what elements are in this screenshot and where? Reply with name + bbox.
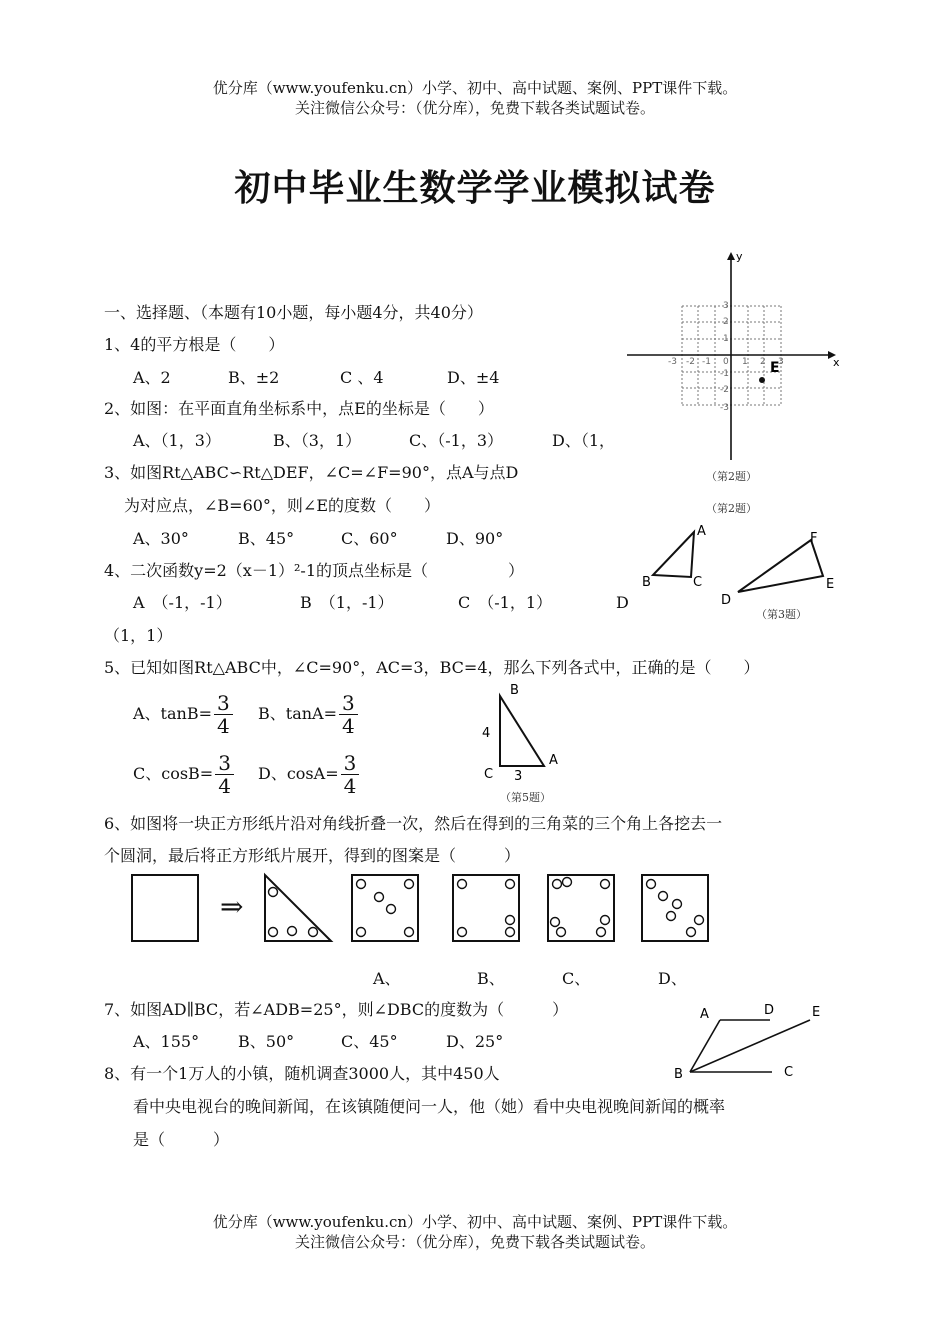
fig3-triangles (636, 520, 846, 620)
q6-folded-triangle (264, 874, 334, 944)
q1-option-a: A、2 (133, 368, 171, 387)
fig2-tick-y: -2 (720, 385, 729, 395)
fig2-tick-x: 0 (723, 357, 729, 367)
fig3-label-a: A (697, 524, 706, 539)
q3-stem-line-2: 为对应点，∠B=60°，则∠E的度数（ ） (124, 496, 441, 515)
q5-stem: 5、已知如图Rt△ABC中，∠C=90°，AC=3，BC=4，那么下列各式中，正确的是（ ） (104, 658, 760, 677)
q4-option-a: A （-1，-1） (133, 593, 232, 612)
fig2-coordinate-plane (622, 250, 842, 470)
q7-option-c: C、45° (341, 1032, 398, 1051)
q2-option-c: C、（-1，3） (409, 431, 504, 450)
q3-option-d: D、90° (446, 529, 504, 548)
fig5-caption: （第5题） (500, 791, 551, 804)
q6-option-a-figure (351, 874, 421, 944)
fig5-label-a: A (549, 753, 558, 768)
fig2-caption-repeat: （第2题） (706, 502, 757, 515)
fig2-point-e-label: E (770, 360, 780, 376)
q6-option-b: B、 (477, 969, 505, 988)
q4-option-d-value: （1，1） (104, 626, 173, 645)
q2-option-d: D、（1， (552, 431, 616, 450)
fig2-point-e (759, 377, 765, 383)
q7-option-d: D、25° (446, 1032, 504, 1051)
q1-stem: 1、4的平方根是（ ） (104, 335, 285, 354)
fig2-tick-x: -3 (668, 357, 677, 367)
footer-line-2: 关注微信公众号：（优分库），免费下载各类试题试卷。 (294, 1233, 655, 1251)
q4-option-c: C （-1，1） (458, 593, 553, 612)
q3-option-b: B、45° (238, 529, 295, 548)
fig2-tick-x: -1 (702, 357, 711, 367)
q7-option-b: B、50° (238, 1032, 295, 1051)
q6-arrow: ⇒ (220, 890, 244, 923)
fig2-tick-x: -2 (686, 357, 695, 367)
q4-option-b: B （1，-1） (300, 593, 394, 612)
fig2-tick-x: 3 (778, 357, 784, 367)
q5-option-a: A、tanB= $\frac{3}{4}$ (133, 692, 233, 737)
q6-square (131, 874, 201, 944)
page-title: 初中毕业生数学学业模拟试卷 (234, 167, 716, 209)
q6-option-b-figure (452, 874, 522, 944)
q1-option-d: D、±4 (447, 368, 500, 387)
q3-option-a: A、30° (133, 529, 189, 548)
q5-option-d: D、cosA= $\frac{3}{4}$ (258, 752, 359, 797)
q1-option-c: C 、4 (340, 368, 384, 387)
q5-option-b: B、tanA= $\frac{3}{4}$ (258, 692, 358, 737)
fig2-tick-y: 2 (723, 317, 729, 327)
q8-stem-line-3: 是（ ） (133, 1130, 230, 1149)
fig3-label-d: D (721, 593, 732, 608)
fig3-label-f: F (810, 531, 818, 546)
q6-option-c-figure (547, 874, 617, 944)
q2-option-b: B、（3，1） (273, 431, 362, 450)
q3-option-c: C、60° (341, 529, 398, 548)
fig7-label-c: C (784, 1065, 794, 1080)
fig2-tick-y: -3 (720, 403, 729, 413)
q7-stem: 7、如图AD∥BC，若∠ADB=25°，则∠DBC的度数为（ ） (104, 1000, 569, 1019)
q2-option-a: A、（1，3） (133, 431, 221, 450)
header-line-1: 优分库（www.youfenku.cn）小学、初中、高中试题、案例、PPT课件下载。 (212, 79, 738, 97)
fig7-label-a: A (700, 1007, 709, 1022)
q6-option-a: A、 (373, 969, 401, 988)
q5-option-c: C、cosB= $\frac{3}{4}$ (133, 752, 234, 797)
fig2-tick-y: 3 (723, 301, 729, 311)
q6-option-c: C、 (562, 969, 591, 988)
q6-stem-line-1: 6、如图将一块正方形纸片沿对角线折叠一次，然后在得到的三角菜的三个角上各挖去一 (104, 814, 723, 833)
footer-line-1: 优分库（www.youfenku.cn）小学、初中、高中试题、案例、PPT课件下载。 (212, 1213, 738, 1231)
fig2-tick-y: 1 (723, 334, 729, 344)
q3-stem-line-1: 3、如图Rt△ABC∽Rt△DEF，∠C=∠F=90°，点A与点D (104, 463, 519, 482)
q4-stem: 4、二次函数y=2（x－1）²-1的顶点坐标是（ ） (104, 561, 525, 580)
fig2-x-axis-label: x (833, 356, 840, 369)
q8-stem-line-2: 看中央电视台的晚间新闻，在该镇随便问一人，他（她）看中央电视晚间新闻的概率 (133, 1097, 726, 1116)
fig3-label-e: E (826, 577, 835, 592)
q2-stem: 2、如图：在平面直角坐标系中，点E的坐标是（ ） (104, 399, 494, 418)
fig2-tick-x: 2 (760, 357, 766, 367)
fig5-side-bc: 4 (482, 726, 491, 741)
q7-option-a: A、155° (133, 1032, 200, 1051)
fig7-diagram (672, 992, 842, 1082)
fig5-label-b: B (510, 683, 519, 698)
fig3-label-b: B (642, 575, 651, 590)
q4-option-d: D (616, 593, 629, 612)
fig7-label-d: D (764, 1003, 775, 1018)
fig5-label-c: C (484, 767, 494, 782)
q1-option-b: B、±2 (228, 368, 280, 387)
fig7-label-b: B (674, 1067, 683, 1082)
fig3-label-c: C (693, 575, 703, 590)
q6-option-d: D、 (658, 969, 687, 988)
fig2-y-axis-label: y (736, 250, 743, 263)
fig3-caption: （第3题） (756, 608, 807, 621)
q8-stem-line-1: 8、有一个1万人的小镇，随机调查3000人，其中450人 (104, 1064, 500, 1083)
fig2-tick-y: -1 (720, 369, 729, 379)
q6-stem-line-2: 个圆洞，最后将正方形纸片展开，得到的图案是（ ） (104, 846, 521, 865)
header-line-2: 关注微信公众号：（优分库），免费下载各类试题试卷。 (294, 99, 655, 117)
fig7-label-e: E (812, 1005, 821, 1020)
section-heading: 一、选择题、（本题有10小题，每小题4分，共40分） (104, 303, 483, 322)
fig2-tick-x: 1 (742, 357, 748, 367)
fig5-side-ac: 3 (514, 769, 523, 784)
fig2-caption: （第2题） (706, 470, 757, 483)
q6-option-d-figure (641, 874, 711, 944)
fig5-triangle (476, 682, 576, 792)
